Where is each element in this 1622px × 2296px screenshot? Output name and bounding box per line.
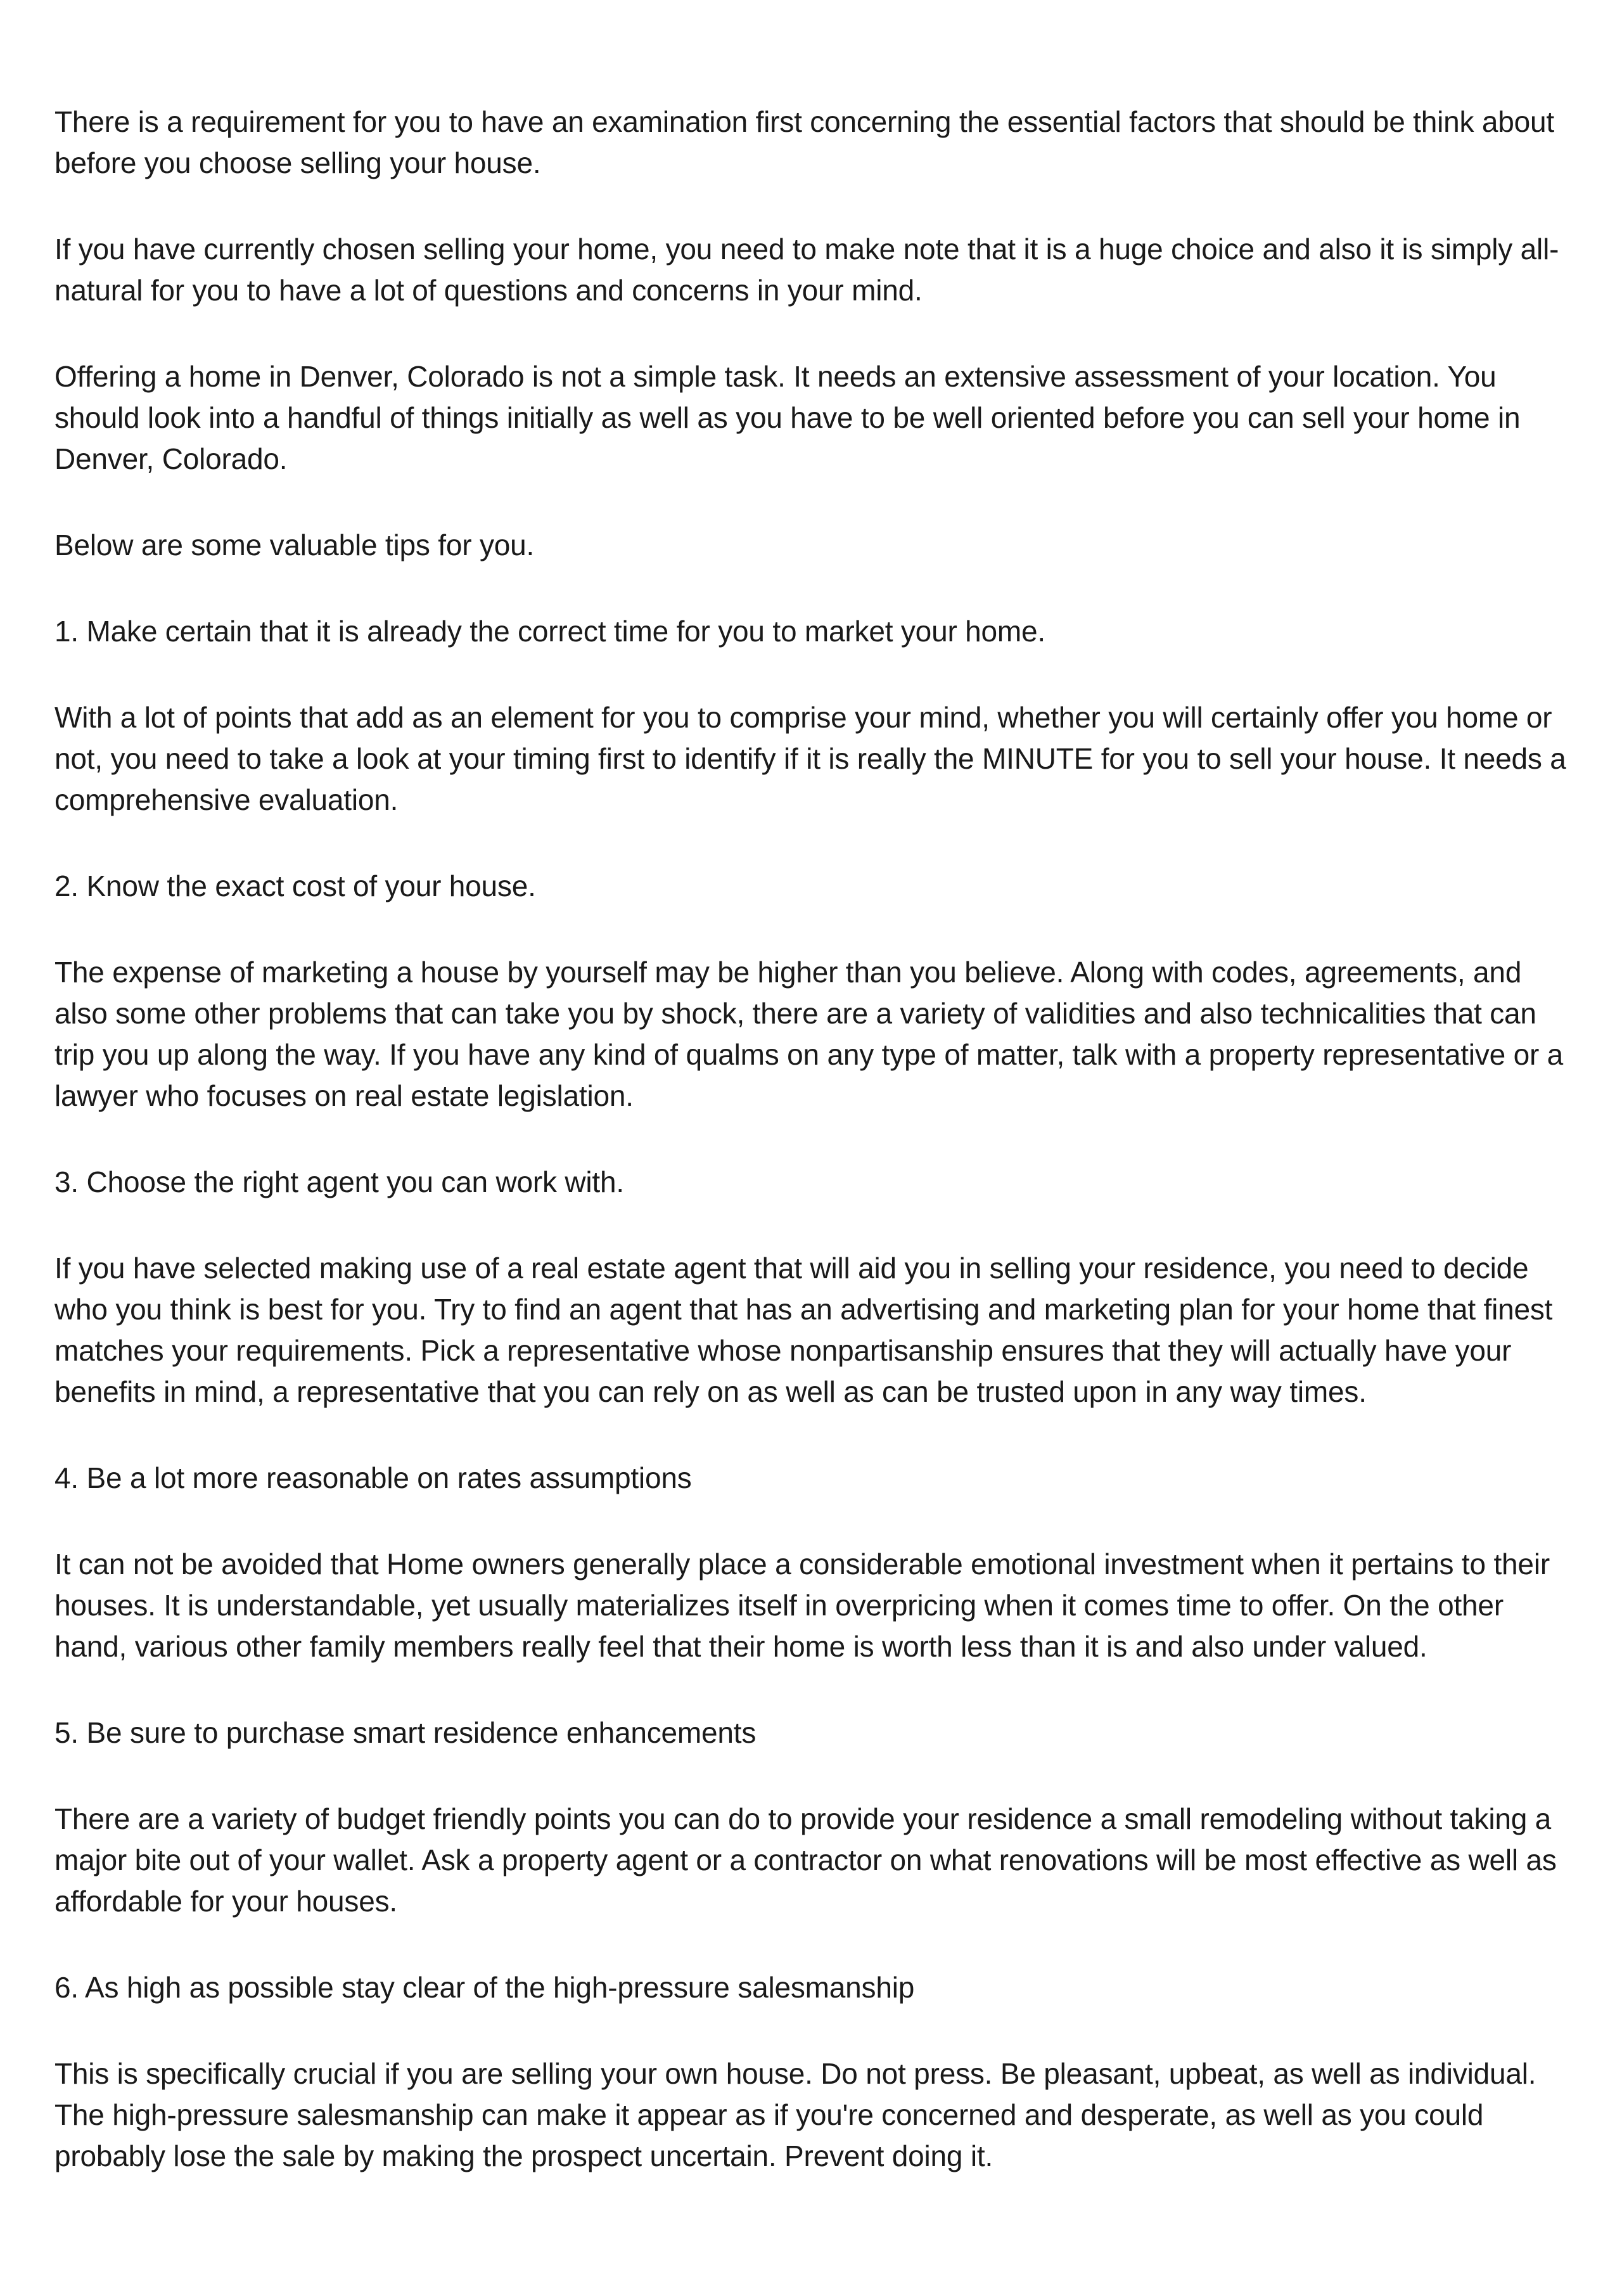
tip-5-body: There are a variety of budget friendly points you can do to provide your residence a small remodeling without taking a major bite out of your wallet. Ask a property agent or a contractor on what renovations will be most effective as well as affordable for your houses. — [54, 1802, 1557, 1918]
decision-paragraph: If you have currently chosen selling your home, you need to make note that it is a huge choice and also it is simply all-natural for you to have a lot of questions and concerns in your mind. — [54, 233, 1559, 307]
tip-4-body: It can not be avoided that Home owners generally place a considerable emotional investment when it pertains to their houses. It is understandable, yet usually materializes itself in overpricing when it comes time to offer. On the other hand, various other family members really feel that their home is worth less than it is and also under valued. — [54, 1548, 1550, 1663]
tip-2-heading: 2. Know the exact cost of your house. — [54, 869, 536, 902]
tip-3-body: If you have selected making use of a real estate agent that will aid you in selling your residence, you need to decide who you think is best for you. Try to find an agent that has an advertising and marketing plan for your home that finest matches your requirements. Pick a representative whose nonpartisanship ensures that they will actually have your benefits in mind, a representative that you can rely on as well as can be trusted upon in any way times. — [54, 1252, 1553, 1408]
tip-6-body: This is specifically crucial if you are selling your own house. Do not press. Be pleasant, upbeat, as well as individual. The high-pressure salesmanship can make it appear as if you're concerned and desperate, as well as you could probably lose the sale by making the prospect uncertain. Prevent doing it. — [54, 2057, 1536, 2172]
tip-5-heading: 5. Be sure to purchase smart residence enhancements — [54, 1716, 757, 1749]
tip-4-heading: 4. Be a lot more reasonable on rates assumptions — [54, 1461, 692, 1494]
tip-1-heading: 1. Make certain that it is already the correct time for you to market your home. — [54, 615, 1045, 648]
tip-6-heading: 6. As high as possible stay clear of the high-pressure salesmanship — [54, 1971, 915, 2004]
tip-3-heading: 3. Choose the right agent you can work with. — [54, 1165, 624, 1198]
tip-1-body: With a lot of points that add as an element for you to comprise your mind, whether you will certainly offer you home or not, you need to take a look at your timing first to identify if it is really the MINUTE for you to sell your house. It needs a comprehensive evaluation. — [54, 701, 1566, 816]
intro-paragraph: There is a requirement for you to have an examination first concerning the essential factors that should be think about before you choose selling your house. — [54, 105, 1555, 179]
tip-2-body: The expense of marketing a house by yourself may be higher than you believe. Along with codes, agreements, and also some other problems that can take you by shock, there are a variety of validities and also technicalities that can trip you up along the way. If you have any kind of qualms on any type of matter, talk with a property representative or a lawyer who focuses on real estate legislation. — [54, 956, 1564, 1112]
tips-intro-paragraph: Below are some valuable tips for you. — [54, 529, 535, 561]
denver-paragraph: Offering a home in Denver, Colorado is not a simple task. It needs an extensive assessment of your location. You should look into a handful of things initially as well as you have to be well oriented before you can sell your home in Denver, Colorado. — [54, 360, 1521, 475]
